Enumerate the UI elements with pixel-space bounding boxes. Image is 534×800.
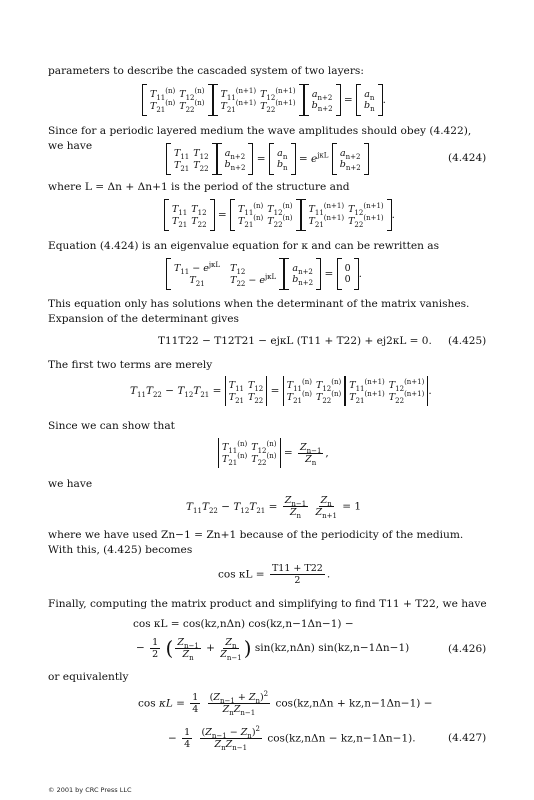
equation-number: (4.426) [448,643,487,655]
paragraph: Since we can show that [48,420,175,432]
paragraph: we have [48,478,93,490]
paragraph: where L = Δn + Δn+1 is the period of the structure and [48,181,350,193]
paragraph: Since for a periodic layered medium the wave amplitudes should obey (4.422), we have [48,125,472,152]
equation-eigen: $T_{11} - e^{j\kappa L}$ $T_{12}$ $T_{21}$ $T_{22} - e^{j\kappa L}$ $a_{n+2}$ $b_{n+2}$ = 0 0 . [166,258,362,290]
paragraph: where we have used Zn−1 = Zn+1 because of the periodicity of the medium. With this, (4.425) becomes [48,529,464,556]
paragraph: parameters to describe the cascaded system of two layers: [48,65,364,77]
e427-cos-diff: cos(kz,nΔn − kz,n−1Δn−1). [267,732,416,745]
equation-determinant: $T_{11}T_{22} - T_{12}T_{21}$ = $T_{11}$ $T_{12}$ $T_{21}$ $T_{22}$ = $T_{11}^{(n)}$ $T_{12}^{(n)}$ $T_{21}^{(n)}$ $T_{22}^{(n)}$ $T_{11}^{(n+1)}$ $T_{12}^{(n+1)}$ $T_{21}^{(n+1)}$ $T_{22}^{(n+1)}$ . [130,377,432,405]
equation-4-425: T11T22 − T12T21 − ejκL (T11 + T22) + ej2κL = 0. [158,335,432,347]
copyright-footer: © 2001 by CRC Press LLC [48,786,132,794]
cos-lhs: cos κL = [218,568,265,581]
equation-det-result: $T_{11}T_{22} - T_{12}T_{21}$ = $\frac{Z_{n-1}}{Z_n}$ $\frac{Z_n}{Z_{n+1}}$ = 1 [186,495,362,520]
equation-number: (4.424) [448,152,487,164]
equation-4-426-line2: − $\frac{1}{2}$ ( $\frac{Z_{n-1}}{Z_n}$ + $\frac{Z_n}{Z_{n-1}}$ ) sin(kz,nΔn) sin(kz,n−1Δn−1) [136,636,410,662]
cos-denominator: 2 [294,575,301,586]
equation-4-426-line1: cos κL = cos(kz,nΔn) cos(kz,n−1Δn−1) − [133,618,354,630]
equation-cos-kl: cos κL = $\frac{T11 + T22}{2}$ . [218,563,331,586]
equation-det-ratio: $T_{11}^{(n)}$ $T_{12}^{(n)}$ $T_{21}^{(n)}$ $T_{22}^{(n)}$ = $\frac{Z_{n-1}}{Z_n}$ , [218,438,329,468]
equation-matrix-product: $T_{11}^{(n)}$ $T_{12}^{(n)}$ $T_{21}^{(n)}$ $T_{22}^{(n)}$ $T_{11}^{(n+1)}$ $T_{12}^{(n+1)}$ $T_{21}^{(n+1)}$ $T_{22}^{(n+1)}$ $a_{n+2}$ $b_{n+2}$ = $a_n$ $b_n$ . [142,84,386,116]
paragraph: Finally, computing the matrix product and simplifying to find T11 + T22, we have [48,598,487,610]
e427-cos-sum: cos(kz,nΔn + kz,n−1Δn−1) − [275,697,433,710]
equation-4-424: $T_{11}$ $T_{12}$ $T_{21}$ $T_{22}$ $a_{n+2}$ $b_{n+2}$ = $a_n$ $b_n$ = $e^{j\kappa L}$ $a_{n+2}$ $b_{n+2}$ [166,143,369,175]
paragraph: or equivalently [48,671,129,683]
equation-number: (4.425) [448,335,487,347]
equation-4-427-line1: cos κL = $\frac{1}{4}$ $\frac{(Z_{n-1} + Z_n)^2}{Z_nZ_{n-1}}$ cos(kz,nΔn + kz,n−1Δn−1) − [138,689,433,717]
paragraph: Equation (4.424) is an eigenvalue equation for κ and can be rewritten as [48,240,440,252]
equation-number: (4.427) [448,732,487,744]
cos-numerator: T11 + T22 [271,563,323,574]
paragraph: This equation only has solutions when the determinant of the matrix vanishes. Expansion of the determinant gives [48,298,470,325]
paragraph: The first two terms are merely [48,359,213,371]
e426-sin-term: sin(kz,nΔn) sin(kz,n−1Δn−1) [254,642,410,654]
equation-period-matrix: $T_{11}$ $T_{12}$ $T_{21}$ $T_{22}$ = $T_{11}^{(n)}$ $T_{12}^{(n)}$ $T_{21}^{(n)}$ $T_{22}^{(n)}$ $T_{11}^{(n+1)}$ $T_{12}^{(n+1)}$ $T_{21}^{(n+1)}$ $T_{22}^{(n+1)}$ . [164,199,395,231]
equation-4-427-line2: − $\frac{1}{4}$ $\frac{(Z_{n-1} - Z_n)^2}{Z_nZ_{n-1}}$ cos(kz,nΔn − kz,n−1Δn−1). [168,724,416,752]
